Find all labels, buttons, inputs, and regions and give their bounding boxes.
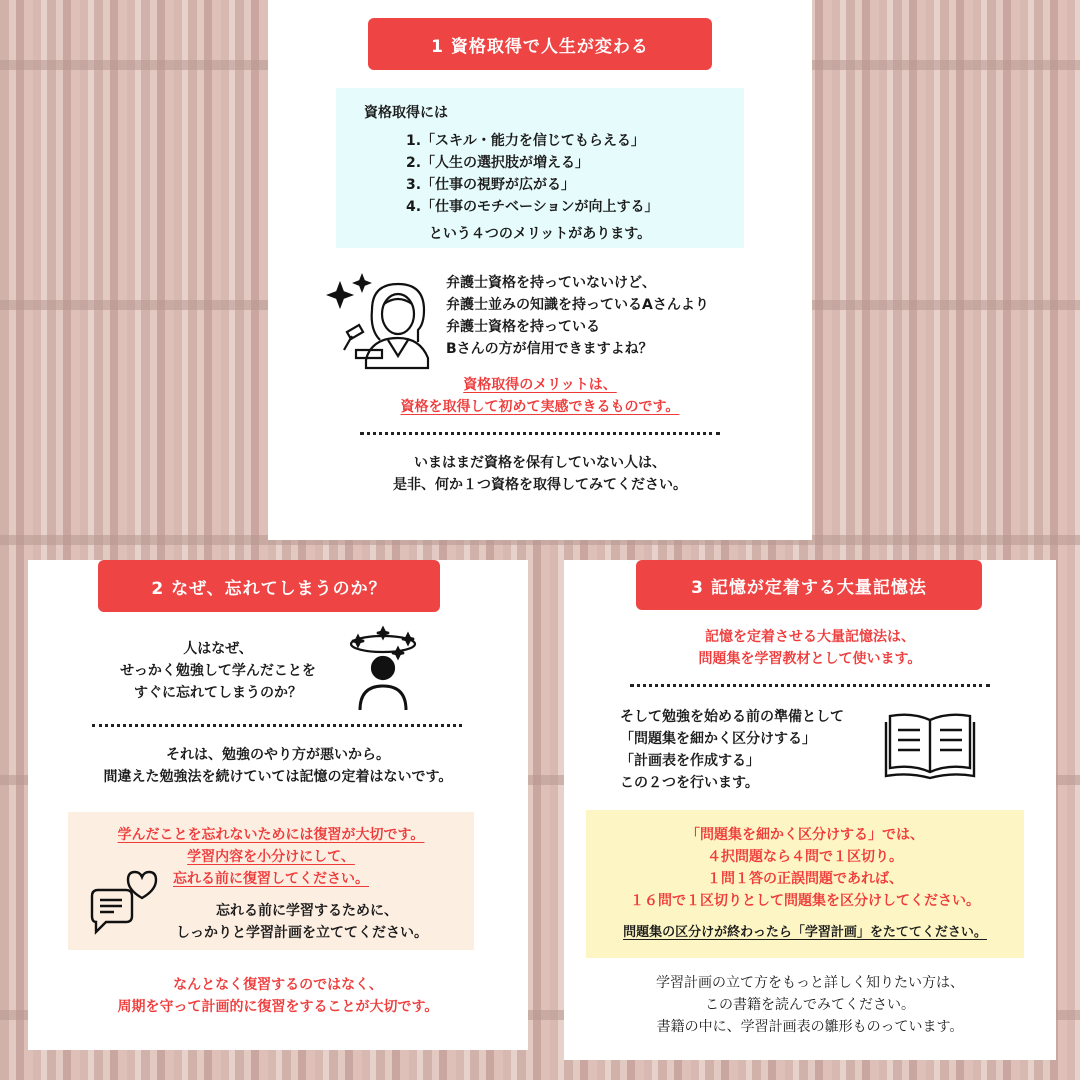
answer-line: それは、勉強のやり方が悪いから。 bbox=[166, 747, 390, 763]
closing-line: この書籍を読んでみてください。 bbox=[705, 997, 915, 1013]
chat-heart-icon bbox=[86, 866, 162, 938]
split-red-line: 「問題集を細かく区分けする」では、 bbox=[686, 827, 924, 843]
example-line: 弁護士資格を持っていないけど、 bbox=[446, 275, 656, 291]
prep-line: 「計画表を作成する」 bbox=[620, 753, 760, 769]
split-red-line: １問１答の正誤問題であれば、 bbox=[707, 871, 903, 887]
split-footer: 問題集の区分けが終わったら「学習計画」をたててください。 bbox=[623, 925, 987, 940]
prep-line: そして勉強を始める前の準備として bbox=[620, 709, 844, 725]
dizzy-person-icon bbox=[338, 622, 428, 712]
example-line: 弁護士資格を持っている bbox=[446, 319, 600, 335]
merit-item: 3.「仕事の視野が広がる」 bbox=[406, 177, 576, 193]
merit-item: 4.「仕事のモチベーションが向上する」 bbox=[406, 199, 659, 215]
review-black-line: しっかりと学習計画を立ててください。 bbox=[176, 925, 428, 941]
card-memorization bbox=[564, 560, 1056, 1060]
split-box bbox=[586, 810, 1024, 958]
card3-title: 3 記憶が定着する大量記憶法 bbox=[636, 560, 982, 610]
review-black-line: 忘れる前に学習するために、 bbox=[216, 903, 398, 919]
review-red-line: 忘れる前に復習してください。 bbox=[173, 871, 369, 887]
closing-line: 学習計画の立て方をもっと詳しく知りたい方は、 bbox=[656, 975, 964, 991]
review-box bbox=[68, 812, 474, 950]
split-red-line: １６問で１区切りとして問題集を区分けしてください。 bbox=[630, 893, 980, 909]
highlight-line: 資格を取得して初めて実感できるものです。 bbox=[400, 399, 680, 415]
example-line: 弁護士並みの知識を持っているAさんより bbox=[446, 297, 709, 313]
prep-line: この２つを行います。 bbox=[620, 775, 759, 791]
prep-line: 「問題集を細かく区分けする」 bbox=[620, 731, 816, 747]
split-red-line: ４択問題なら４問で１区切り。 bbox=[707, 849, 903, 865]
review-red-line: 学習内容を小分けにして、 bbox=[187, 849, 355, 865]
open-book-icon bbox=[882, 710, 978, 780]
merits-box bbox=[336, 88, 744, 248]
highlight-line: 資格取得のメリットは、 bbox=[463, 377, 617, 393]
card-qualification bbox=[268, 0, 812, 540]
card2-title: 2 なぜ、忘れてしまうのか？ bbox=[98, 560, 440, 612]
merit-item: 2.「人生の選択肢が増える」 bbox=[406, 155, 590, 171]
intro-line: 記憶を定着させる大量記憶法は、 bbox=[705, 629, 915, 645]
merits-footer: という４つのメリットがあります。 bbox=[428, 226, 652, 242]
card-forgetting bbox=[28, 560, 528, 1050]
intro-line: 問題集を学習教材として使います。 bbox=[698, 651, 922, 667]
closing-line: 是非、何か１つ資格を取得してみてください。 bbox=[393, 477, 687, 493]
example-line: Bさんの方が信用できますよね？ bbox=[446, 341, 653, 357]
merits-heading: 資格取得には bbox=[364, 105, 448, 121]
answer-line: 間違えた勉強法を続けていては記憶の定着はないです。 bbox=[103, 769, 453, 785]
footer-line: 周期を守って計画的に復習をすることが大切です。 bbox=[117, 999, 439, 1015]
review-red-line: 学んだことを忘れないためには復習が大切です。 bbox=[117, 827, 425, 843]
dotted-divider bbox=[630, 684, 990, 687]
footer-line: なんとなく復習するのではなく、 bbox=[173, 977, 383, 993]
dotted-divider bbox=[92, 724, 462, 727]
question-line: せっかく勉強して学んだことを bbox=[120, 663, 316, 679]
closing-line: 書籍の中に、学習計画表の雛形ものっています。 bbox=[656, 1019, 964, 1035]
closing-line: いまはまだ資格を保有していない人は、 bbox=[414, 455, 666, 471]
card1-title: 1 資格取得で人生が変わる bbox=[368, 18, 712, 70]
merit-item: 1.「スキル・能力を信じてもらえる」 bbox=[406, 133, 645, 149]
dotted-divider bbox=[360, 432, 720, 435]
lawyer-person-icon bbox=[326, 270, 436, 370]
question-line: 人はなぜ、 bbox=[183, 641, 253, 657]
question-line: すぐに忘れてしまうのか？ bbox=[134, 685, 302, 701]
